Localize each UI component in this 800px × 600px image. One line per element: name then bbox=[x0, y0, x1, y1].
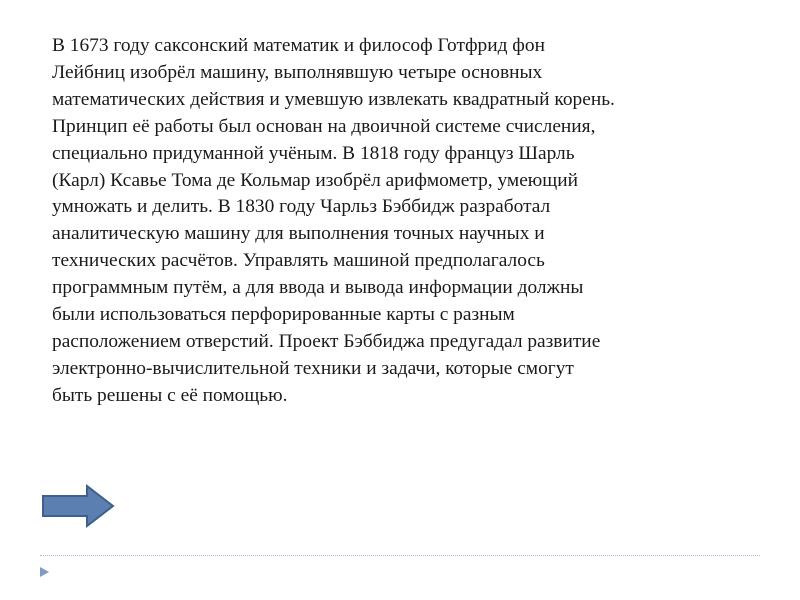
arrow-right-icon bbox=[41, 484, 115, 528]
paragraph-line: (Карл) Ксавье Тома де Кольмар изобрёл арифмометр, умеющий bbox=[52, 169, 578, 191]
paragraph-line: Принцип её работы был основан на двоичной системе счисления, bbox=[52, 115, 596, 137]
paragraph-line: умножать и делить. В 1830 году Чарльз Бэббидж разработал bbox=[52, 196, 551, 218]
paragraph-line: В 1673 году саксонский математик и философ Готфрид фон bbox=[52, 35, 545, 56]
paragraph-line: аналитическую машину для выполнения точных научных и bbox=[52, 223, 545, 245]
paragraph-line: технических расчётов. Управлять машиной предполагалось bbox=[52, 250, 545, 272]
triangle-right-icon bbox=[38, 566, 50, 578]
slide-paragraph bbox=[52, 33, 752, 410]
paragraph-line: программным путём, а для ввода и вывода информации должны bbox=[52, 277, 584, 299]
next-slide-button[interactable] bbox=[41, 484, 115, 528]
paragraph-line: специально придуманной учёным. В 1818 году француз Шарль bbox=[52, 142, 575, 164]
paragraph-line: были использоваться перфорированные карты с разным bbox=[52, 304, 515, 326]
paragraph-line: электронно-вычислительной техники и задачи, которые смогут bbox=[52, 357, 574, 379]
paragraph-line: математических действия и умевшую извлекать квадратный корень. bbox=[52, 88, 615, 110]
footer-divider bbox=[40, 555, 760, 556]
paragraph-line: быть решены с её помощью. bbox=[52, 384, 288, 406]
paragraph-line: расположением отверстий. Проект Бэббиджа предугадал развитие bbox=[52, 330, 601, 352]
paragraph-line: Лейбниц изобрёл машину, выполнявшую четыре основных bbox=[52, 61, 543, 83]
